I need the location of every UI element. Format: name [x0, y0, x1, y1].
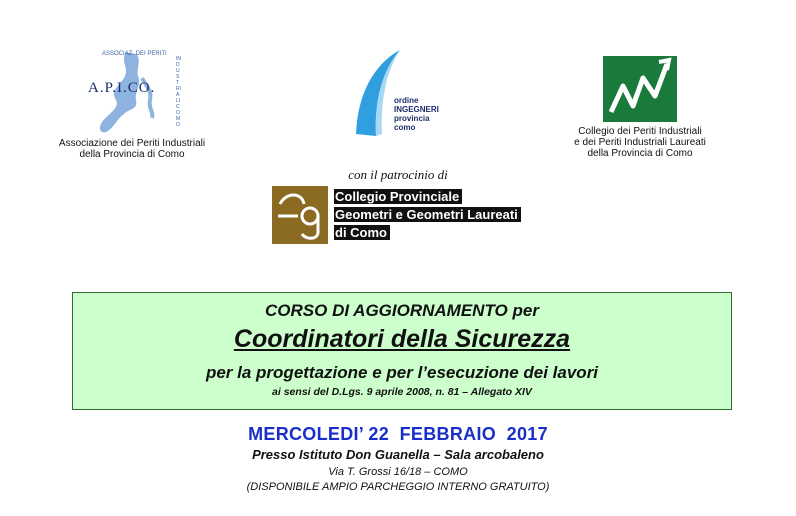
periti-caption-line2: e dei Periti Industriali Laureati — [574, 137, 706, 148]
geometri-line1: Collegio Provinciale — [334, 189, 462, 204]
apico-caption-line1: Associazione dei Periti Industriali — [58, 138, 206, 149]
course-subtitle: per la progettazione e per l’esecuzione dei lavori — [205, 363, 599, 382]
ingegneri-logo — [348, 48, 448, 140]
ingegneri-line1: ordine — [394, 96, 419, 105]
geometri-line2: Geometri e Geometri Laureati — [334, 207, 521, 222]
periti-caption — [560, 126, 720, 159]
geometri-logo-text — [334, 188, 544, 242]
apico-caption — [52, 138, 212, 160]
periti-logo — [603, 56, 677, 122]
event-venue: Presso Istituto Don Guanella – Sala arcobaleno — [252, 447, 544, 462]
apico-logo — [80, 48, 190, 140]
geometri-line3: di Como — [334, 225, 390, 240]
event-parking-note: (DISPONIBILE AMPIO PARCHEGGIO INTERNO GRATUITO) — [246, 481, 550, 493]
course-heading: CORSO DI AGGIORNAMENTO per — [265, 301, 539, 320]
course-law-reference: ai sensi del D.Lgs. 9 aprile 2008, n. 81 – Allegato XIV — [272, 386, 532, 398]
geometri-cg-icon — [272, 186, 328, 244]
ingegneri-text — [394, 96, 439, 132]
event-date: MERCOLEDI’ 22 FEBBRAIO 2017 — [248, 424, 548, 444]
periti-emblem-icon — [603, 56, 677, 122]
event-address: Via T. Grossi 16/18 – COMO — [328, 466, 468, 478]
apico-mark-text: A.P.I.CO. — [88, 80, 156, 96]
ingegneri-line2: INGEGNERI — [394, 105, 439, 114]
ingegneri-line3: provincia — [394, 114, 430, 123]
apico-side-text: INDUSTRIALI COMO — [176, 56, 181, 128]
geometri-logo-mark — [272, 186, 328, 244]
ingegneri-line4: como — [394, 123, 416, 132]
course-title: Coordinatori della Sicurezza — [233, 325, 571, 353]
course-box — [72, 292, 732, 410]
apico-caption-line2: della Provincia di Como — [79, 149, 185, 160]
apico-arc-text: ASSOCIAZ. DEI PERITI — [102, 51, 167, 57]
patrocinio-label: con il patrocinio di — [348, 167, 448, 182]
periti-caption-line1: Collegio dei Periti Industriali — [578, 126, 702, 137]
periti-caption-line3: della Provincia di Como — [587, 148, 693, 159]
